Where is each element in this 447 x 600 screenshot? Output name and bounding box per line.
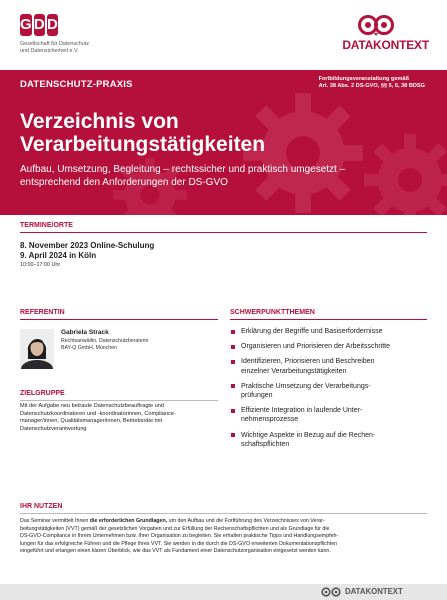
list-item-line: Wichtige Aspekte in Bezug auf die Rechen- [241, 431, 376, 439]
list-item-line: einzelner Verarbeitungstätigkeiten [241, 367, 347, 375]
hero-note-line: Art. 38 Abs. 2 DS-GVO, §§ 5, 6, 38 BDSG [318, 83, 425, 90]
list-item-line: nehmensprozesse [241, 416, 299, 424]
nutzen-line: DS-GVO-Compliance in Ihrem Unternehmen bzw. Ihrer Organisation zu begleiten. Sie erhalten praktische Tipps und Handlungsempfeh- [20, 533, 339, 540]
page-title-line: Verarbeitungstätigkeiten [20, 133, 266, 156]
zielgruppe-line: Datenschutzverantwortung [20, 425, 87, 432]
zielgruppe-text [20, 403, 220, 433]
zielgruppe-line: manager/innen, Qualitätsmanager/innen, Betriebsräte mit [20, 418, 163, 425]
nutzen-divider [20, 513, 427, 514]
nutzen-text-run: Das Seminar vermittelt Ihnen [20, 518, 90, 524]
list-item-line: prüfungen [241, 392, 273, 400]
gdd-logo-letter: G [20, 14, 32, 36]
zielgruppe-label: ZIELGRUPPE [20, 390, 65, 397]
hero-note [319, 76, 425, 90]
termin-date: 8. November 2023 Online-Schulung [20, 241, 155, 250]
hero-kicker: DATENSCHUTZ-PRAXIS [20, 79, 133, 90]
termine-divider [20, 232, 427, 233]
page-subtitle-line: Aufbau, Umsetzung, Begleitung – rechtssicher und praktisch umgesetzt – [20, 164, 346, 175]
bullet-icon [231, 345, 235, 349]
list-item-line: schaftspflichten [241, 440, 290, 448]
schwerpunkte-divider [230, 319, 427, 320]
gdd-subtitle-line: und Datensicherheit e.V. [20, 47, 79, 54]
list-item [230, 382, 435, 400]
footer-bar [0, 584, 447, 600]
bullet-icon [231, 409, 235, 413]
gdd-logo [20, 14, 58, 36]
schwerpunkte-list [230, 327, 435, 455]
zielgruppe-line: Datenschutzkoordinatoren und -koordinatorinnen, Compliance- [20, 410, 176, 417]
termin-date: 9. April 2024 in Köln [20, 251, 97, 260]
gdd-logo-letter: D [34, 14, 45, 36]
bullet-icon [231, 384, 235, 388]
list-item-line: Identifizieren, Priorisieren und Beschreiben [241, 358, 375, 366]
list-item-line: Praktische Umsetzung der Verarbeitungs- [241, 382, 371, 390]
referentin-divider [20, 319, 218, 320]
zielgruppe-divider [20, 400, 218, 401]
list-item [230, 327, 435, 336]
gdd-subtitle-line: Gesellschaft für Datenschutz [20, 41, 89, 47]
page-subtitle [20, 163, 440, 189]
nutzen-line: eingeführt und erlangen einen klaren Überblick, wie das VVT als Fundament einer Datenschutzorganisation eingesetzt werden kann. [20, 548, 331, 555]
list-item [230, 342, 435, 351]
nutzen-line [20, 518, 430, 526]
nutzen-line: beitungstätigkeiten (VVT) gemäß der gesetzlichen Vorgaben und zur Erfüllung der Rechenschaftspflichten und als Grundlage für die [20, 525, 330, 532]
page-title-line: Verzeichnis von [20, 110, 179, 133]
list-item-line: Effiziente Integration in laufende Unter- [241, 407, 363, 415]
list-item [230, 357, 435, 375]
list-item [230, 431, 435, 449]
zielgruppe-line: Mit der Aufgabe neu betraute Datenschutzbeauftragte und [20, 403, 164, 409]
referentin-role: Rechtsanwältin, Datenschutzberaterin [61, 338, 149, 344]
nutzen-text [20, 518, 430, 556]
datakontext-logo [319, 14, 429, 60]
referentin-org: BAY-Q GmbH, München [61, 345, 117, 351]
nutzen-text-run: um den Aufbau und die Fortführung des Verzeichnisses von Verar- [167, 518, 325, 524]
page-subtitle-line: entsprechend den Anforderungen der DS-GVO [20, 177, 228, 188]
referentin-info [61, 338, 148, 352]
hero-banner [0, 70, 447, 215]
page-title [20, 110, 440, 156]
avatar [20, 329, 54, 369]
gdd-logo-letter: D [47, 14, 58, 36]
datakontext-wordmark: DATAKONTEXT [342, 38, 429, 52]
nutzen-line: lungen für das erfolgreiche Führen und die Pflege Ihres VVT. Sie werden in die durch die DS-GVO erweiterten Dokumentationspflichten [20, 540, 338, 547]
nutzen-emphasis: die erforderlichen Grundlagen, [89, 518, 168, 524]
datakontext-owl-icon [321, 587, 341, 597]
bullet-icon [231, 433, 235, 437]
termin-time: 10:00–17:00 Uhr [20, 262, 61, 268]
bullet-icon [231, 330, 235, 334]
footer-logo: DATAKONTEXT [345, 587, 403, 596]
nutzen-label: IHR NUTZEN [20, 503, 63, 510]
schwerpunkte-label: SCHWERPUNKTTHEMEN [230, 309, 315, 316]
header-bar [0, 0, 447, 70]
bullet-icon [231, 360, 235, 364]
termine-block [20, 241, 320, 269]
referentin-name: Gabriela Strack [61, 329, 109, 336]
hero-note-line: Fortbildungsveranstaltung gemäß [318, 76, 410, 82]
list-item-line: Erklärung der Begriffe und Basiserfordernisse [241, 328, 383, 335]
referentin-label: REFERENTIN [20, 309, 65, 316]
list-item [230, 406, 435, 424]
list-item-line: Organisieren und Priorisieren der Arbeitsschritte [241, 343, 391, 351]
datakontext-owl-icon [357, 14, 395, 36]
gdd-subtitle [20, 41, 110, 54]
termine-label: TERMINE/ORTE [20, 222, 73, 229]
